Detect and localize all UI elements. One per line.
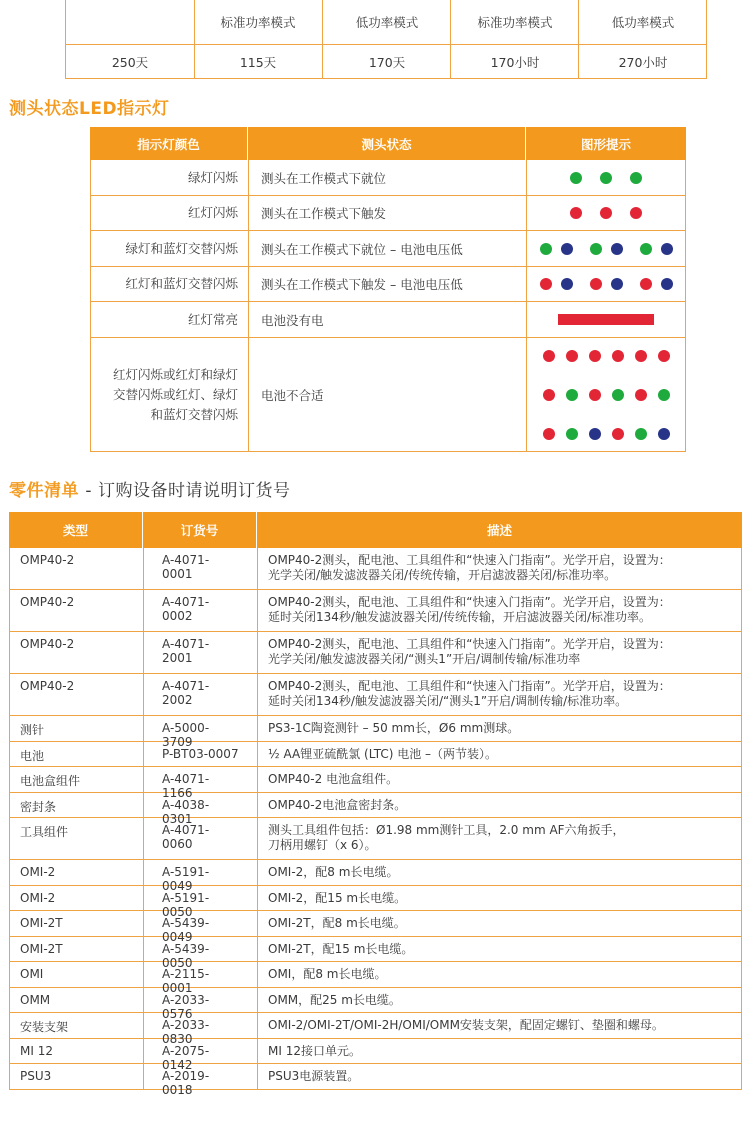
part-code: A-2075-0142: [144, 1039, 258, 1064]
led-pattern-cell: [527, 196, 685, 230]
led-dot-row: [543, 350, 670, 362]
red-led-dot: [630, 207, 642, 219]
parts-title: 零件清单: [9, 481, 79, 501]
part-code: A-2033-0830: [144, 1013, 258, 1038]
led-dot-row: [540, 243, 673, 255]
divider: [322, 45, 323, 78]
part-type: OMI-2: [10, 886, 144, 911]
part-desc-line: OMI-2T，配8 m长电缆。: [268, 916, 406, 930]
part-code: A-5191-0049: [144, 860, 258, 885]
part-desc-line: OMP40-2测头，配电池、工具组件和“快速入门指南”。光学开启，设置为：: [268, 679, 671, 693]
led-color-cell: 红灯常亮: [91, 302, 249, 337]
green-led-dot: [566, 428, 578, 440]
led-state-cell: 测头在工作模式下就位 – 电池电压低: [249, 231, 527, 266]
green-led-dot: [635, 428, 647, 440]
value-cell: 115天: [239, 54, 277, 70]
parts-row: [9, 1013, 742, 1046]
part-desc-line: 光学关闭/触发滤波器关闭/“测头1”开启/调制传输/标准功率: [268, 652, 581, 666]
blue-led-dot: [589, 428, 601, 440]
mode-cell: 低功率模式: [355, 15, 419, 30]
red-led-dot: [566, 350, 578, 362]
led-color-cell: 红灯和蓝灯交替闪烁: [91, 267, 249, 301]
mode-cell: 标准功率模式: [220, 15, 296, 30]
part-type: OMP40-2: [10, 548, 144, 589]
led-pattern-cell: [527, 231, 685, 266]
mode-cell: 标准功率模式: [477, 15, 553, 30]
divider: [578, 45, 579, 78]
part-code: A-4071-0002: [144, 590, 258, 631]
part-desc: [258, 590, 741, 631]
blue-led-dot: [611, 278, 623, 290]
part-desc-line: PS3-1C陶瓷测针 – 50 mm长，Ø6 mm测球。: [268, 721, 520, 735]
part-type: 电池盒组件: [10, 767, 144, 792]
battery-mode-row: [66, 0, 706, 44]
blue-led-dot: [661, 243, 673, 255]
green-led-dot: [640, 243, 652, 255]
part-type: 安装支架: [10, 1013, 144, 1038]
red-led-dot: [635, 389, 647, 401]
part-type: 电池: [10, 742, 144, 767]
part-desc-line: PSU3电源装置。: [268, 1069, 360, 1083]
green-led-dot: [600, 172, 612, 184]
part-desc-line: OMI，配8 m长电缆。: [268, 967, 387, 981]
part-desc: [258, 767, 741, 792]
part-desc-line: 刀柄用螺钉（x 6）。: [268, 838, 377, 852]
parts-row: [9, 548, 742, 590]
parts-row: [9, 716, 742, 749]
led-row: [90, 160, 686, 196]
divider: [322, 0, 323, 44]
value-cell: 170小时: [490, 54, 540, 70]
part-desc-line: 光学关闭/触发滤波器关闭/传统传输，开启滤波器关闭/标准功率。: [268, 568, 617, 582]
battery-value-row: [66, 44, 706, 78]
part-desc-line: OMI-2，配8 m长电缆。: [268, 865, 399, 879]
led-color-cell: 绿灯闪烁: [91, 160, 249, 195]
part-desc-line: OMI-2/OMI-2T/OMI-2H/OMI/OMM安装支架，配固定螺钉、垫圈和螺母。: [268, 1018, 664, 1032]
value-cell: 170天: [368, 54, 406, 70]
parts-row: [9, 1039, 742, 1072]
part-desc: [258, 818, 741, 859]
divider: [578, 0, 579, 44]
part-desc-line: OMI-2，配15 m长电缆。: [268, 890, 407, 905]
part-desc-line: OMM，配25 m长电缆。: [268, 992, 401, 1007]
led-row: [90, 338, 686, 452]
led-pattern-cell: [527, 302, 685, 337]
part-type: OMP40-2: [10, 632, 144, 673]
led-color-cell: 绿灯和蓝灯交替闪烁: [91, 231, 249, 266]
red-led-dot: [589, 389, 601, 401]
parts-row: [9, 886, 742, 919]
led-row: [90, 231, 686, 267]
part-code: A-5191-0050: [144, 886, 258, 911]
led-status-table: [90, 127, 686, 452]
part-desc: [258, 962, 741, 987]
green-led-dot: [540, 243, 552, 255]
red-led-dot: [600, 207, 612, 219]
led-dot-row: [540, 278, 673, 290]
parts-row: [9, 1064, 742, 1097]
parts-row: [9, 988, 742, 1021]
part-code: A-2019-0018: [144, 1064, 258, 1089]
solid-red-bar: [558, 314, 654, 325]
led-dot-row: [570, 172, 642, 184]
part-code: A-5439-0050: [144, 937, 258, 962]
parts-row: [9, 937, 742, 970]
part-type: OMP40-2: [10, 674, 144, 715]
led-section-title: 测头状态LED指示灯: [9, 99, 170, 119]
part-code: A-4071-0001: [144, 548, 258, 589]
green-led-dot: [630, 172, 642, 184]
red-led-dot: [658, 350, 670, 362]
part-code: A-4071-1166: [144, 767, 258, 792]
blue-led-dot: [661, 278, 673, 290]
part-code: P-BT03-0007: [144, 742, 258, 767]
part-desc: [258, 674, 741, 715]
part-desc-line: 延时关闭134秒/触发滤波器关闭/传统传输，开启滤波器关闭/标准功率。: [268, 610, 652, 624]
part-type: OMI-2T: [10, 937, 144, 962]
led-row: [90, 302, 686, 338]
part-desc-line: MI 12接口单元。: [268, 1043, 361, 1058]
header-type: 类型: [9, 512, 143, 548]
divider: [450, 0, 451, 44]
part-desc: [258, 793, 741, 818]
divider: [194, 0, 195, 44]
led-state-cell: 电池没有电: [249, 302, 527, 337]
battery-life-table: [65, 0, 707, 79]
value-cell: 270小时: [618, 54, 668, 70]
part-type: 测针: [10, 716, 144, 741]
led-pattern-cell: [527, 267, 685, 301]
parts-subtitle: - 订购设备时请说明订货号: [85, 481, 291, 501]
led-pattern-cell: [527, 338, 685, 451]
part-desc-line: OMP40-2测头，配电池、工具组件和“快速入门指南”。光学开启，设置为：: [268, 553, 671, 567]
parts-list-table: [9, 512, 742, 1097]
part-desc: [258, 988, 741, 1013]
parts-row: [9, 962, 742, 995]
led-color-line: 交替闪烁或红灯、绿灯: [112, 386, 238, 402]
part-desc-line: ½ AA锂亚硫酰氯 (LTC) 电池 –（两节装）。: [268, 746, 498, 761]
part-desc-line: 测头工具组件包括：Ø1.98 mm测针工具，2.0 mm AF六角扳手，: [268, 823, 625, 837]
parts-section-title: [9, 476, 290, 501]
led-table-header: [90, 127, 686, 160]
part-desc: [258, 1064, 741, 1089]
red-led-dot: [540, 278, 552, 290]
led-state-cell: 测头在工作模式下触发: [249, 196, 527, 230]
part-desc: [258, 632, 741, 673]
parts-row: [9, 818, 742, 860]
led-dot-row: [543, 389, 670, 401]
parts-row: [9, 674, 742, 716]
parts-row: [9, 911, 742, 944]
part-desc: [258, 937, 741, 962]
header-pattern: 图形提示: [580, 136, 631, 152]
parts-row: [9, 860, 742, 893]
part-desc: [258, 716, 741, 741]
value-cell: 250天: [111, 54, 149, 70]
led-color-line: 和蓝灯交替闪烁: [150, 406, 238, 422]
part-desc: [258, 1039, 741, 1064]
led-row: [90, 196, 686, 231]
part-type: OMP40-2: [10, 590, 144, 631]
header-code: 订货号: [143, 512, 257, 548]
parts-table-header: [9, 512, 742, 548]
red-led-dot: [589, 350, 601, 362]
header-color: 指示灯颜色: [90, 127, 248, 160]
part-code: A-4071-0060: [144, 818, 258, 859]
mode-cell: 低功率模式: [611, 15, 675, 30]
part-type: 密封条: [10, 793, 144, 818]
part-desc: [258, 548, 741, 589]
green-led-dot: [566, 389, 578, 401]
led-dot-row: [570, 207, 642, 219]
part-desc-line: 延时关闭134秒/触发滤波器关闭/“测头1”开启/调制传输/标准功率。: [268, 694, 628, 708]
parts-row: [9, 767, 742, 800]
part-desc-line: OMP40-2测头，配电池、工具组件和“快速入门指南”。光学开启，设置为：: [268, 595, 671, 609]
part-type: MI 12: [10, 1039, 144, 1064]
parts-row: [9, 742, 742, 768]
header-state: 测头状态: [248, 127, 526, 160]
red-led-dot: [543, 389, 555, 401]
header-desc: 描述: [486, 523, 512, 538]
led-row: [90, 267, 686, 302]
part-desc: [258, 911, 741, 936]
led-color-cell: 红灯闪烁: [91, 196, 249, 230]
part-desc: [258, 860, 741, 885]
led-state-cell: 电池不合适: [249, 338, 527, 451]
part-desc-line: OMP40-2 电池盒组件。: [268, 772, 399, 786]
part-code: A-2115-0001: [144, 962, 258, 987]
led-state-cell: 测头在工作模式下就位: [249, 160, 527, 195]
part-code: A-5439-0049: [144, 911, 258, 936]
green-led-dot: [612, 389, 624, 401]
part-desc-line: OMI-2T，配15 m长电缆。: [268, 941, 414, 956]
green-led-dot: [590, 243, 602, 255]
led-pattern-cell: [527, 160, 685, 195]
red-led-dot: [612, 428, 624, 440]
part-code: A-4071-2001: [144, 632, 258, 673]
part-desc: [258, 1013, 741, 1038]
blue-led-dot: [561, 243, 573, 255]
green-led-dot: [658, 389, 670, 401]
red-led-dot: [612, 350, 624, 362]
part-type: OMI-2: [10, 860, 144, 885]
red-led-dot: [570, 207, 582, 219]
parts-row: [9, 590, 742, 632]
red-led-dot: [640, 278, 652, 290]
red-led-dot: [543, 428, 555, 440]
part-code: A-5000-3709: [144, 716, 258, 741]
divider: [194, 45, 195, 78]
part-code: A-4038-0301: [144, 793, 258, 818]
led-dot-row: [543, 428, 670, 440]
part-desc: [258, 742, 741, 767]
red-led-dot: [635, 350, 647, 362]
green-led-dot: [570, 172, 582, 184]
blue-led-dot: [611, 243, 623, 255]
part-type: OMI: [10, 962, 144, 987]
led-color-cell: [91, 338, 249, 451]
led-state-cell: 测头在工作模式下触发 – 电池电压低: [249, 267, 527, 301]
red-led-dot: [590, 278, 602, 290]
part-type: OMM: [10, 988, 144, 1013]
part-type: OMI-2T: [10, 911, 144, 936]
divider: [450, 45, 451, 78]
part-type: 工具组件: [10, 818, 144, 859]
part-type: PSU3: [10, 1064, 144, 1089]
parts-row: [9, 793, 742, 826]
part-code: A-4071-2002: [144, 674, 258, 715]
led-color-line: 红灯闪烁或红灯和绿灯: [112, 366, 238, 382]
part-code: A-2033-0576: [144, 988, 258, 1013]
parts-row: [9, 632, 742, 674]
red-led-dot: [543, 350, 555, 362]
part-desc-line: OMP40-2测头，配电池、工具组件和“快速入门指南”。光学开启，设置为：: [268, 637, 671, 651]
blue-led-dot: [658, 428, 670, 440]
part-desc: [258, 886, 741, 911]
blue-led-dot: [561, 278, 573, 290]
part-desc-line: OMP40-2电池盒密封条。: [268, 797, 407, 812]
